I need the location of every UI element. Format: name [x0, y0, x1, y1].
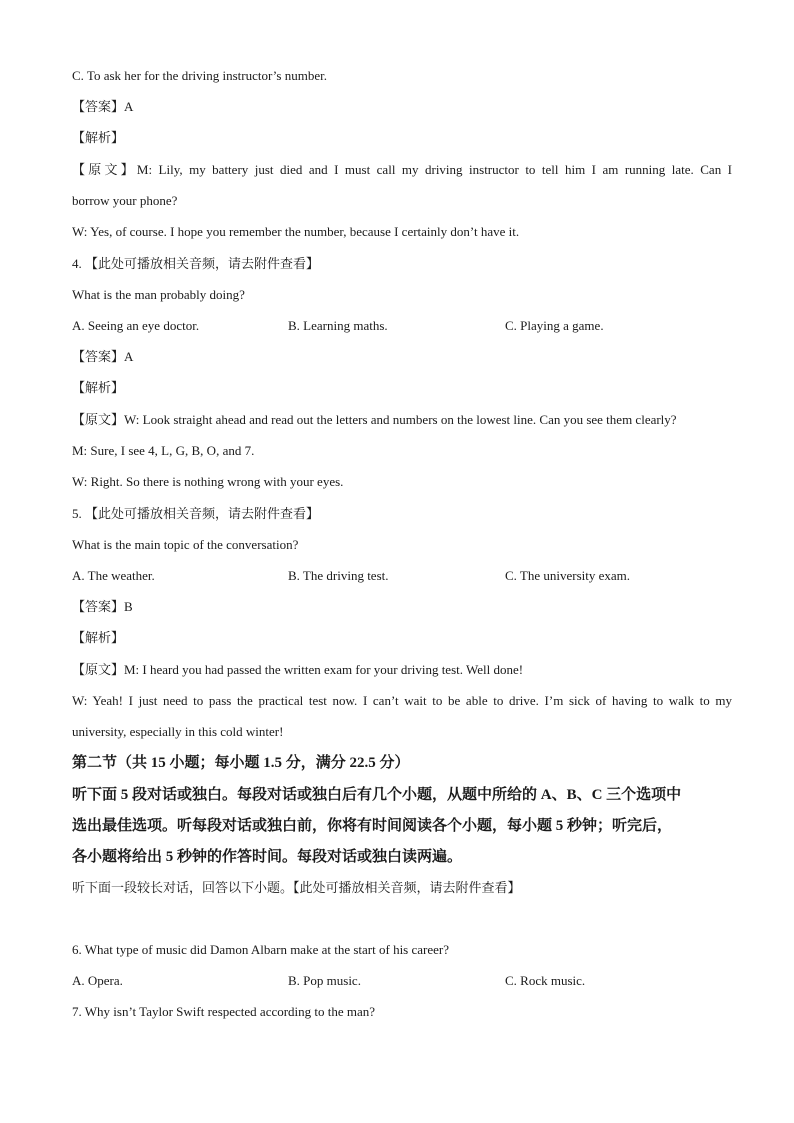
- q3-answer: 【答案】A: [72, 99, 134, 114]
- q4-options: [72, 318, 732, 334]
- q5-question: What is the main topic of the conversation?: [72, 537, 299, 552]
- q6-question: 6. What type of music did Damon Albarn make at the start of his career?: [72, 942, 449, 957]
- q4-analysis-label: 【解析】: [72, 380, 125, 395]
- q3-transcript-line-3: W: Yes, of course. I hope you remember the number, because I certainly don’t have it.: [72, 224, 520, 239]
- q6-option-a: A. Opera.: [72, 973, 123, 988]
- q5-option-c: C. The university exam.: [505, 568, 631, 583]
- q5-option-b: B. The driving test.: [288, 568, 389, 583]
- q4-option-b: B. Learning maths.: [288, 318, 388, 333]
- q4-transcript-line-1: 【原文】W: Look straight ahead and read out the letters and numbers on the lowest line. Can you see them clearly?: [72, 412, 677, 427]
- q4-question: What is the man probably doing?: [72, 287, 245, 302]
- q3-transcript-line-2: borrow your phone?: [72, 193, 178, 208]
- q4-option-c: C. Playing a game.: [505, 318, 604, 333]
- q6-option-c: C. Rock music.: [505, 973, 586, 988]
- q5-audio-note: 5. 【此处可播放相关音频，请去附件查看】: [72, 506, 320, 521]
- q3-option-c: C. To ask her for the driving instructor’s number.: [72, 68, 327, 83]
- q5-transcript-line-1: 【原文】M: I heard you had passed the written exam for your driving test. Well done!: [72, 662, 524, 677]
- q5-answer: 【答案】B: [72, 599, 133, 614]
- q3-transcript-line-1: 【原文】M: Lily, my battery just died and I must call my driving instructor to tell him I am running late. Can I: [72, 162, 732, 177]
- q4-answer: 【答案】A: [72, 349, 134, 364]
- q7-question: 7. Why isn’t Taylor Swift respected according to the man?: [72, 1004, 376, 1019]
- q5-transcript-line-3: university, especially in this cold winter!: [72, 724, 284, 739]
- section-heading: 第二节（共 15 小题；每小题 1.5 分，满分 22.5 分）: [72, 755, 410, 771]
- q5-analysis-label: 【解析】: [72, 630, 125, 645]
- q6-option-b: B. Pop music.: [288, 973, 361, 988]
- q4-transcript-line-2: M: Sure, I see 4, L, G, B, O, and 7.: [72, 443, 255, 458]
- q4-option-a: A. Seeing an eye doctor.: [72, 318, 200, 333]
- q3-analysis-label: 【解析】: [72, 130, 125, 145]
- q5-transcript-line-2: W: Yeah! I just need to pass the practical test now. I can’t wait to be able to drive. I’m sick of having to walk to my: [72, 693, 732, 708]
- q4-audio-note: 4. 【此处可播放相关音频，请去附件查看】: [72, 256, 320, 271]
- dialogue-intro: 听下面一段较长对话，回答以下小题。【此处可播放相关音频，请去附件查看】: [72, 880, 521, 895]
- section-instructions-line-1: 听下面 5 段对话或独白。每段对话或独白后有几个小题，从题中所给的 A、B、C 三个选项中: [72, 787, 682, 803]
- q5-option-a: A. The weather.: [72, 568, 155, 583]
- q6-options: [72, 973, 732, 989]
- section-instructions-line-3: 各小题将给出 5 秒钟的作答时间。每段对话或独白读两遍。: [72, 849, 463, 865]
- section-instructions-line-2: 选出最佳选项。听每段对话或独白前，你将有时间阅读各个小题，每小题 5 秒钟；听完后，: [72, 818, 673, 834]
- q4-transcript-line-3: W: Right. So there is nothing wrong with your eyes.: [72, 474, 344, 489]
- q5-options: [72, 568, 732, 584]
